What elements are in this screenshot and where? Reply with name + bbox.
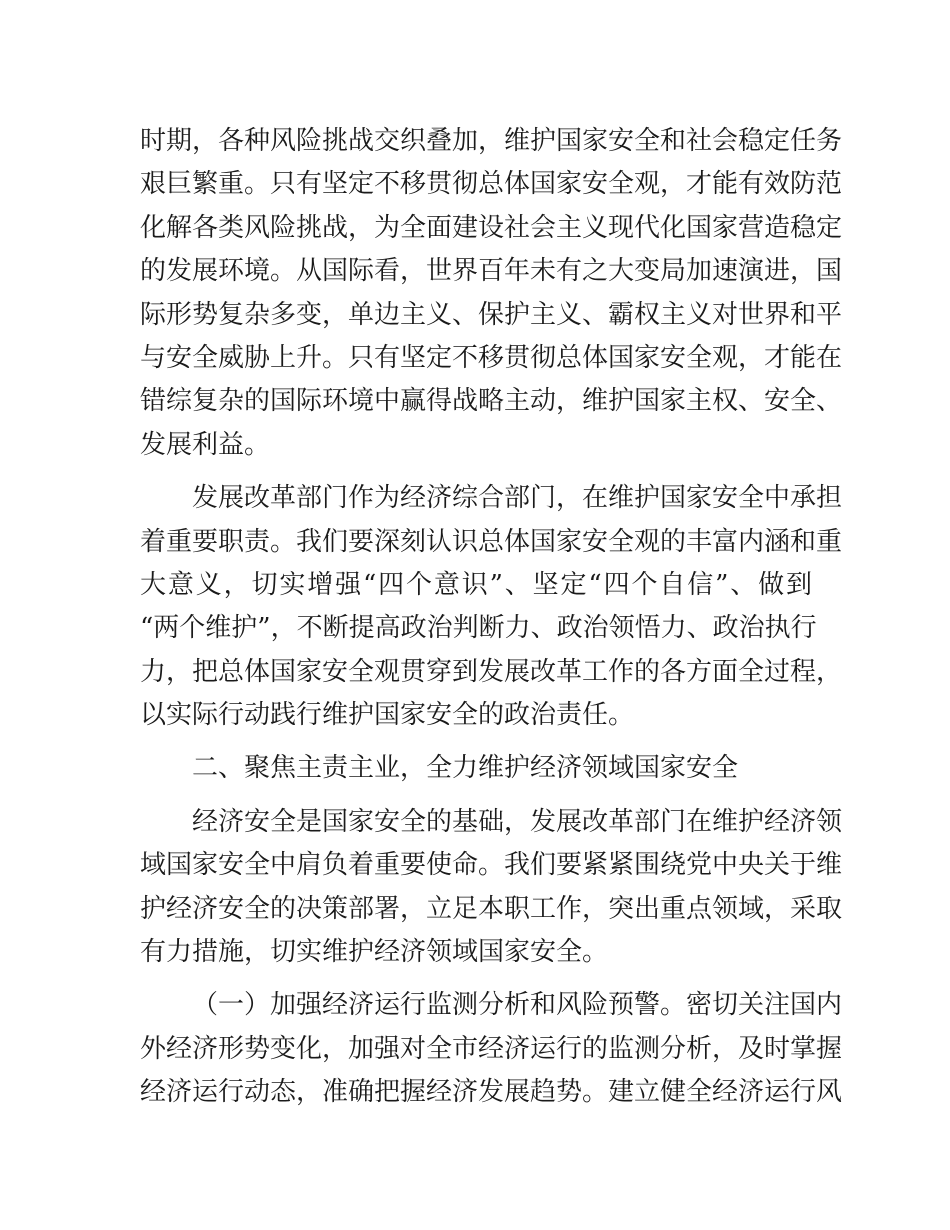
- text-line: （一）加强经济运行监测分析和风险预警。密切关注国内: [192, 990, 843, 1021]
- text-line: 经济运行动态，准确把握经济发展趋势。建立健全经济运行风: [140, 1077, 843, 1108]
- text-line: 域国家安全中肩负着重要使命。我们要紧紧围绕党中央关于维: [140, 850, 843, 881]
- text-line: 发展改革部门作为经济综合部门，在维护国家安全中承担: [192, 483, 843, 514]
- text-line: 错综复杂的国际环境中赢得战略主动，维护国家主权、安全、: [140, 386, 843, 417]
- text-line: 以实际行动践行维护国家安全的政治责任。: [140, 700, 635, 731]
- paragraph-2: [140, 477, 843, 737]
- paragraph-gap: [140, 974, 812, 984]
- document-body: [140, 120, 843, 1115]
- heading-line: 二、聚焦主责主业，全力维护经济领域国家安全: [192, 753, 739, 784]
- text-line: 际形势复杂多变，单边主义、保护主义、霸权主义对世界和平: [140, 299, 843, 330]
- text-line: 力，把总体国家安全观贯穿到发展改革工作的各方面全过程，: [140, 656, 843, 687]
- text-line: 护经济安全的决策部署，立足本职工作，突出重点领域，采取: [140, 893, 843, 924]
- paragraph-gap: [140, 737, 812, 747]
- text-line: 外经济形势变化，加强对全市经济运行的监测分析，及时掌握: [140, 1033, 843, 1064]
- text-line: 着重要职责。我们要深刻认识总体国家安全观的丰富内涵和重: [140, 526, 843, 557]
- text-line: 有力措施，切实维护经济领域国家安全。: [140, 937, 609, 968]
- section-heading: [140, 747, 812, 790]
- text-line: 的发展环境。从国际看，世界百年未有之大变局加速演进，国: [140, 256, 843, 287]
- text-line: 与安全威胁上升。只有坚定不移贯彻总体国家安全观，才能在: [140, 342, 843, 373]
- text-line: 大意义，切实增强“四个意识”、坚定“四个自信”、做到: [140, 569, 812, 600]
- paragraph-4: [140, 984, 843, 1114]
- text-line: 化解各类风险挑战，为全面建设社会主义现代化国家营造稳定: [140, 212, 843, 243]
- paragraph-3: [140, 801, 843, 975]
- text-line: 发展利益。: [140, 429, 271, 460]
- text-line: 时期，各种风险挑战交织叠加，维护国家安全和社会稳定任务: [140, 126, 843, 156]
- paragraph-gap: [140, 791, 812, 801]
- text-line: 艰巨繁重。只有坚定不移贯彻总体国家安全观，才能有效防范: [140, 169, 843, 200]
- paragraph-1: [140, 120, 843, 467]
- text-line: 经济安全是国家安全的基础，发展改革部门在维护经济领: [192, 806, 843, 837]
- paragraph-gap: [140, 467, 812, 477]
- text-line: “两个维护”，不断提高政治判断力、政治领悟力、政治执行: [140, 613, 817, 644]
